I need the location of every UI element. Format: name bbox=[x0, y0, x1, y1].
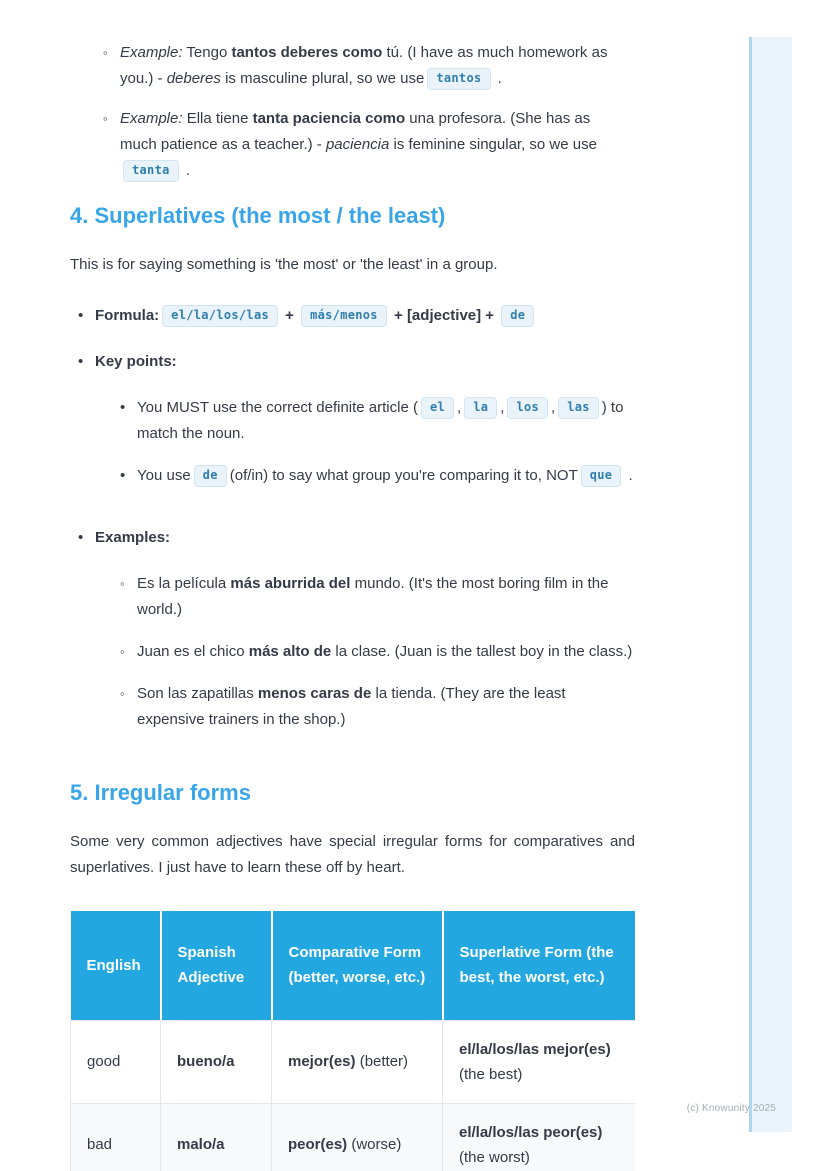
list-item bbox=[120, 571, 634, 623]
code-chip: el bbox=[421, 397, 454, 419]
code-chip: la bbox=[464, 397, 497, 419]
code-chip: las bbox=[558, 397, 599, 419]
cell-english: bad bbox=[71, 1103, 161, 1171]
list-item bbox=[103, 40, 617, 92]
example-text: Example: Tengo tantos deberes como tú. (I have as much homework as you.) - deberes is masculine plural, so we use tantos . bbox=[120, 40, 617, 92]
code-chip: tanta bbox=[123, 160, 179, 182]
code-chip: tantos bbox=[427, 68, 490, 90]
bullet-open-icon: ◦ bbox=[120, 686, 125, 701]
table-row bbox=[71, 1103, 636, 1171]
list-item bbox=[120, 681, 634, 733]
irregular-forms-table bbox=[70, 911, 635, 1171]
key-point-text: You use de (of/in) to say what group you're comparing it to, NOT que . bbox=[137, 463, 634, 489]
bullet-icon: • bbox=[78, 307, 84, 324]
table-row bbox=[71, 1020, 636, 1103]
table-header-row bbox=[71, 911, 636, 1020]
code-chip: que bbox=[581, 465, 622, 487]
list-item bbox=[120, 639, 634, 665]
section-4-intro: This is for saying something is 'the most' or 'the least' in a group. bbox=[70, 256, 498, 273]
key-points-item bbox=[78, 349, 634, 505]
key-point-text: You MUST use the correct definite article ( el , la , los , las ) to match the noun. bbox=[137, 399, 624, 442]
example-text: Example: Ella tiene tanta paciencia como una profesora. (She has as much patience as a teacher.) - paciencia is feminine singular, so we usetanta . bbox=[120, 106, 617, 184]
header-cell-english: English bbox=[71, 911, 161, 1020]
key-points-label: Key points: bbox=[95, 353, 177, 370]
list-item bbox=[103, 106, 617, 184]
examples-item bbox=[78, 525, 634, 749]
section-4-list bbox=[78, 303, 634, 749]
code-chip: de bbox=[194, 465, 227, 487]
document-content bbox=[70, 40, 635, 1171]
section-5-intro: Some very common adjectives have special irregular forms for comparatives and superlatives. I just have to learn these off by heart. bbox=[70, 833, 635, 876]
key-points-sublist bbox=[120, 395, 634, 489]
formula-text: Formula: el/la/los/las + más/menos + [adjective] + de bbox=[95, 303, 634, 329]
table-container bbox=[70, 911, 635, 1171]
cell-superlative: el/la/los/las peor(es) (the worst) bbox=[443, 1103, 636, 1171]
code-chip: los bbox=[507, 397, 548, 419]
watermark: (c) Knowunity 2025 bbox=[686, 1103, 776, 1114]
header-cell-spanish: Spanish Adjective bbox=[161, 911, 272, 1020]
cell-spanish: bueno/a bbox=[161, 1020, 272, 1103]
bullet-open-icon: ◦ bbox=[103, 45, 108, 60]
cell-comparative: peor(es) (worse) bbox=[272, 1103, 443, 1171]
examples-label: Examples: bbox=[95, 529, 171, 546]
example-text: Es la película más aburrida del mundo. (It's the most boring film in the world.) bbox=[137, 575, 609, 618]
bullet-open-icon: ◦ bbox=[103, 111, 108, 126]
bullet-icon: • bbox=[120, 399, 126, 416]
bullet-open-icon: ◦ bbox=[120, 644, 125, 659]
cell-comparative: mejor(es) (better) bbox=[272, 1020, 443, 1103]
list-item bbox=[120, 463, 634, 489]
list-item bbox=[120, 395, 634, 447]
example-text: Son las zapatillas menos caras de la tienda. (They are the least expensive trainers in the shop.) bbox=[137, 685, 566, 728]
code-chip: más/menos bbox=[301, 305, 387, 327]
section-5-heading: 5. Irregular forms bbox=[70, 780, 251, 805]
bullet-icon: • bbox=[78, 529, 84, 546]
examples-sublist bbox=[120, 571, 634, 733]
cell-english: good bbox=[71, 1020, 161, 1103]
bullet-icon: • bbox=[78, 353, 84, 370]
page-edge-strip bbox=[749, 37, 792, 1132]
code-chip: el/la/los/las bbox=[162, 305, 278, 327]
code-chip: de bbox=[501, 305, 534, 327]
bullet-open-icon: ◦ bbox=[120, 576, 125, 591]
example-text: Juan es el chico más alto de la clase. (Juan is the tallest boy in the class.) bbox=[137, 643, 633, 660]
tanto-examples-list bbox=[103, 40, 617, 184]
section-4-heading: 4. Superlatives (the most / the least) bbox=[70, 203, 446, 228]
bullet-icon: • bbox=[120, 467, 126, 484]
header-cell-superlative: Superlative Form (the best, the worst, etc.) bbox=[443, 911, 636, 1020]
header-cell-comparative: Comparative Form (better, worse, etc.) bbox=[272, 911, 443, 1020]
cell-superlative: el/la/los/las mejor(es) (the best) bbox=[443, 1020, 636, 1103]
formula-item bbox=[78, 303, 634, 329]
cell-spanish: malo/a bbox=[161, 1103, 272, 1171]
